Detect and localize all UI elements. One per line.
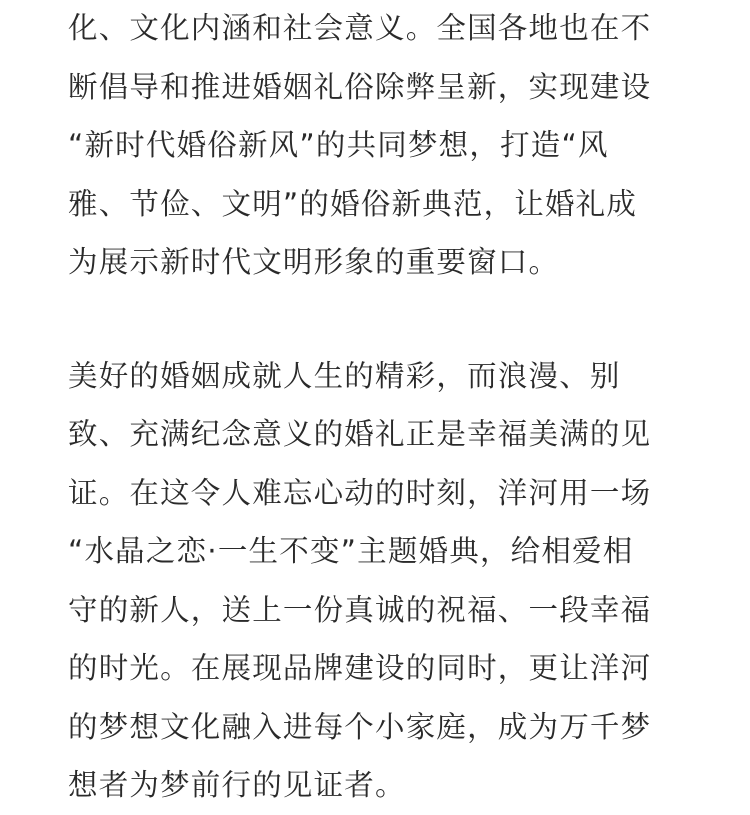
paragraph-2-line-4: “水晶之恋·一生不变”主题婚典，给相爱相 [68, 534, 634, 568]
paragraph-spacer [68, 292, 688, 347]
paragraph-2-line-1: 美好的婚姻成就人生的精彩，而浪漫、别 [68, 358, 621, 393]
paragraph-2 [68, 347, 688, 815]
paragraph-1-line-2: 断倡导和推进婚姻礼俗除弊呈新，实现建设 [68, 69, 652, 104]
paragraph-2-line-8: 想者为梦前行的见证者。 [68, 768, 406, 802]
paragraph-1-line-4: 雅、节俭、文明”的婚俗新典范，让婚礼成 [68, 186, 638, 221]
paragraph-1 [68, 0, 688, 292]
paragraph-2-line-2: 致、充满纪念意义的婚礼正是幸福美满的见 [68, 417, 652, 451]
paragraph-1-line-1: 化、文化内涵和社会意义。全国各地也在不 [68, 11, 652, 45]
paragraph-2-line-7: 的梦想文化融入进每个小家庭，成为万千梦 [68, 709, 652, 744]
paragraph-2-line-6: 的时光。在展现品牌建设的同时，更让洋河 [68, 651, 652, 685]
article-body [68, 0, 688, 815]
paragraph-1-line-5: 为展示新时代文明形象的重要窗口。 [68, 245, 560, 279]
paragraph-2-line-5: 守的新人，送上一份真诚的祝福、一段幸福 [68, 592, 652, 627]
paragraph-1-line-3: “新时代婚俗新风”的共同梦想，打造“风 [68, 128, 609, 162]
paragraph-2-line-3: 证。在这令人难忘心动的时刻，洋河用一场 [68, 475, 652, 510]
